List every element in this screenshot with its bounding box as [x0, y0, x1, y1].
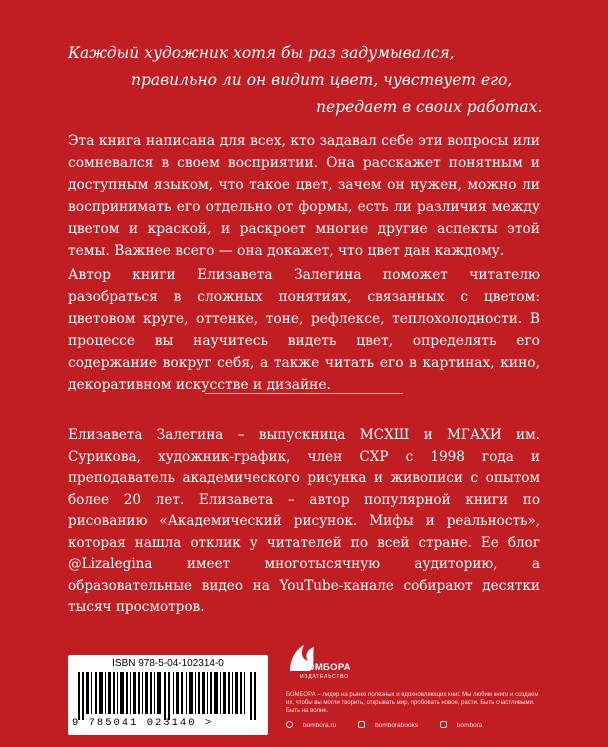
social-1-text: bomborabooks — [375, 722, 419, 729]
publisher-tagline: БОМБОРА – лидер на рынке полезных и вдохновляющих книг. Мы любим книги и создаем их, чтобы вы могли творить, открывать мир, пробовать новое, расти. Быть счастливыми. Быть на волне. — [286, 692, 539, 714]
barcode-bars — [78, 672, 258, 720]
epigraph-line-2: правильно ли он видит цвет, чувствует его, — [131, 71, 513, 89]
barcode-block — [68, 655, 268, 735]
epigraph-line-3: передает в своих работах. — [316, 98, 543, 116]
instagram-icon — [440, 721, 447, 728]
description-paragraph-1: Эта книга написана для всех, кто задавал себе эти вопросы или сомневался в своем восприятии. Она расскажет понятным и доступным языком, что такое цвет, зачем он нужен, можно ли воспринимать его отдельно от формы, есть ли различия между цветом и краской, и раскроет многие другие аспекты этой темы. Важнее всего — она докажет, что цвет дан каждому. — [68, 133, 540, 259]
publisher-subtitle: ИЗДАТЕЛЬСТВО — [300, 674, 349, 680]
author-bio: Елизавета Залегина – выпускница МСХШ и МГАХИ им. Сурикова, художник-график, член СХР с 1998 года и преподаватель академического рисунка и живописи с опытом более 20 лет. Елизавета – автор популярной книги по рисованию «Академический рисунок. Мифы и реальность», которая нашла отклик у читателей по всей стране. Ее блог @Lizalegina имеет многотысячную аудиторию, а образовательные видео на YouTube-канале собирают десятки тысяч просмотров. — [68, 427, 540, 615]
social-link-1[interactable] — [358, 722, 428, 729]
web-icon — [286, 721, 293, 728]
social-link-2[interactable] — [440, 722, 493, 729]
divider-line — [205, 393, 403, 394]
social-2-text: bombora — [456, 722, 483, 729]
isbn-label: ISBN 978-5-04-102314-0 — [112, 658, 224, 669]
publisher-links — [286, 721, 503, 729]
publisher-name: БОМБОРА — [300, 662, 351, 673]
website-text: bombora.ru — [303, 722, 337, 729]
epigraph-line-1: Каждый художник хотя бы раз задумывался, — [68, 44, 455, 62]
website-link[interactable] — [286, 722, 346, 729]
description-paragraph-2: Автор книги Елизавета Залегина поможет читателю разобраться в сложных понятиях, связанных с цветом: цветовом круге, оттенке, тоне, рефлексе, теплохолодности. В процессе вы научитесь видеть цвет, определять его содержание вокруг себя, а также читать его в картинах, кино, декоративном искусстве и дизайне. — [68, 267, 540, 393]
barcode-digits: 9 785041 023140 > — [72, 717, 214, 729]
social-icon — [358, 721, 365, 728]
